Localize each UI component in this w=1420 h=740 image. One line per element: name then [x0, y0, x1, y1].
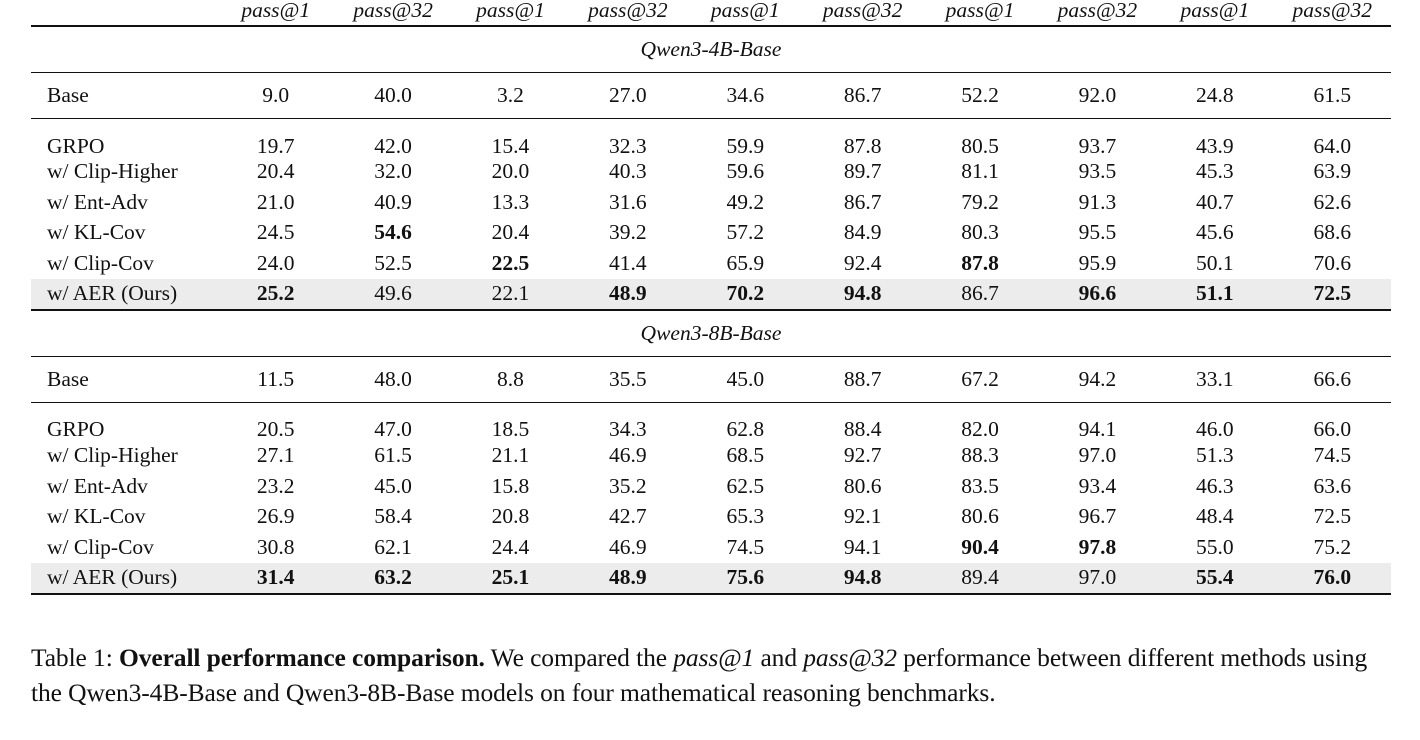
- value-cell: 88.7: [804, 356, 921, 402]
- method-name: Base: [31, 73, 217, 119]
- value-cell: 20.4: [491, 220, 530, 245]
- value-cell: 15.4: [452, 119, 569, 158]
- method-row: [31, 402, 1391, 441]
- column-header: pass@32: [1057, 0, 1138, 22]
- base-row: [31, 73, 1391, 119]
- value-cell: 48.4: [1196, 504, 1234, 529]
- value-cell: 87.8: [804, 119, 921, 158]
- value-cell: 63.6: [1313, 473, 1352, 498]
- value-cell: 32.3: [569, 119, 686, 158]
- value-cell: 62.1: [374, 534, 412, 559]
- value-cell: 51.1: [1156, 279, 1273, 310]
- column-header: pass@32: [588, 0, 668, 22]
- value-cell: 58.4: [374, 504, 412, 529]
- method-name: w/ Ent-Adv: [47, 473, 148, 498]
- value-cell: 84.9: [843, 220, 882, 245]
- value-cell: 24.0: [256, 250, 295, 275]
- section-title: Qwen3-8B-Base: [31, 310, 1391, 357]
- value-cell: 41.4: [609, 250, 647, 275]
- method-row: [31, 248, 1391, 278]
- column-header: pass@1: [710, 0, 780, 22]
- value-cell: 86.7: [843, 189, 882, 214]
- value-cell: 24.5: [256, 220, 295, 245]
- method-row: [31, 502, 1391, 532]
- method-name: GRPO: [31, 402, 217, 441]
- value-cell: 31.4: [217, 563, 334, 594]
- method-row: [31, 157, 1391, 187]
- method-row: [31, 279, 1391, 310]
- caption-text: and: [760, 643, 797, 672]
- value-cell: 93.7: [1039, 119, 1156, 158]
- value-cell: 80.5: [921, 119, 1038, 158]
- value-cell: 75.2: [1313, 534, 1352, 559]
- value-cell: 3.2: [452, 73, 569, 119]
- value-cell: 63.2: [334, 563, 451, 594]
- value-cell: 81.1: [961, 159, 999, 184]
- value-cell: 46.9: [609, 534, 647, 559]
- value-cell: 72.5: [1274, 279, 1391, 310]
- value-cell: 93.5: [1078, 159, 1117, 184]
- value-cell: 11.5: [217, 356, 334, 402]
- value-cell: 20.4: [256, 159, 295, 184]
- column-header: pass@32: [353, 0, 433, 22]
- value-cell: 94.8: [804, 279, 921, 310]
- results-table: [31, 0, 1391, 595]
- caption-label: Table 1:: [31, 643, 113, 672]
- method-name: w/ Ent-Adv: [47, 189, 148, 214]
- value-cell: 65.9: [726, 250, 765, 275]
- value-cell: 54.6: [374, 220, 412, 245]
- value-cell: 8.8: [452, 356, 569, 402]
- method-row: [31, 441, 1391, 471]
- value-cell: 42.0: [334, 119, 451, 158]
- value-cell: 39.2: [609, 220, 647, 245]
- method-name: w/ KL-Cov: [47, 220, 146, 245]
- value-cell: 31.6: [609, 189, 647, 214]
- value-cell: 72.5: [1313, 504, 1352, 529]
- value-cell: 55.4: [1156, 563, 1273, 594]
- section-title-row: [31, 310, 1391, 357]
- method-name: w/ AER (Ours): [31, 563, 217, 594]
- method-name: w/ Clip-Cov: [47, 534, 154, 559]
- value-cell: 92.4: [843, 250, 882, 275]
- value-cell: 15.8: [491, 473, 530, 498]
- value-cell: 40.0: [334, 73, 451, 119]
- value-cell: 67.2: [921, 356, 1038, 402]
- method-row: [31, 563, 1391, 594]
- value-cell: 51.3: [1196, 443, 1234, 468]
- value-cell: 88.3: [961, 443, 999, 468]
- value-cell: 62.8: [687, 402, 804, 441]
- value-cell: 50.1: [1196, 250, 1234, 275]
- value-cell: 86.7: [921, 279, 1038, 310]
- value-cell: 48.9: [569, 279, 686, 310]
- value-cell: 61.5: [1274, 73, 1391, 119]
- value-cell: 80.6: [843, 473, 882, 498]
- value-cell: 21.0: [256, 189, 295, 214]
- value-cell: 23.2: [256, 473, 295, 498]
- value-cell: 20.5: [217, 402, 334, 441]
- value-cell: 96.7: [1078, 504, 1117, 529]
- value-cell: 24.4: [491, 534, 530, 559]
- value-cell: 40.9: [374, 189, 412, 214]
- value-cell: 35.5: [569, 356, 686, 402]
- value-cell: 25.1: [452, 563, 569, 594]
- section-title: Qwen3-4B-Base: [31, 26, 1391, 73]
- value-cell: 62.5: [726, 473, 765, 498]
- value-cell: 79.2: [961, 189, 999, 214]
- value-cell: 93.4: [1078, 473, 1117, 498]
- value-cell: 91.3: [1078, 189, 1117, 214]
- value-cell: 95.9: [1078, 250, 1117, 275]
- caption-text: We compared the: [490, 643, 667, 672]
- value-cell: 80.3: [961, 220, 999, 245]
- value-cell: 92.0: [1039, 73, 1156, 119]
- table-caption: [31, 640, 1396, 710]
- column-header: pass@1: [945, 0, 1015, 22]
- value-cell: 18.5: [452, 402, 569, 441]
- method-name: Base: [31, 356, 217, 402]
- method-row: [31, 187, 1391, 217]
- value-cell: 82.0: [921, 402, 1038, 441]
- value-cell: 57.2: [726, 220, 765, 245]
- value-cell: 20.0: [491, 159, 530, 184]
- caption-term-pass32: pass@32: [803, 643, 897, 672]
- value-cell: 94.8: [804, 563, 921, 594]
- value-cell: 97.8: [1078, 534, 1117, 559]
- value-cell: 94.1: [1039, 402, 1156, 441]
- value-cell: 34.3: [569, 402, 686, 441]
- caption-term-pass1: pass@1: [673, 643, 755, 672]
- value-cell: 64.0: [1274, 119, 1391, 158]
- value-cell: 97.0: [1039, 563, 1156, 594]
- value-cell: 96.6: [1039, 279, 1156, 310]
- value-cell: 33.1: [1156, 356, 1273, 402]
- section-title-row: [31, 26, 1391, 73]
- column-header: pass@1: [1180, 0, 1250, 22]
- value-cell: 27.0: [569, 73, 686, 119]
- value-cell: 25.2: [217, 279, 334, 310]
- value-cell: 97.0: [1078, 443, 1117, 468]
- value-cell: 59.6: [726, 159, 765, 184]
- column-header: pass@32: [1292, 0, 1373, 22]
- value-cell: 9.0: [217, 73, 334, 119]
- value-cell: 40.3: [609, 159, 647, 184]
- value-cell: 75.6: [687, 563, 804, 594]
- value-cell: 49.6: [334, 279, 451, 310]
- method-name: w/ Clip-Higher: [47, 159, 178, 184]
- value-cell: 46.3: [1196, 473, 1234, 498]
- column-header: pass@1: [476, 0, 545, 22]
- value-cell: 62.6: [1313, 189, 1352, 214]
- method-name: GRPO: [31, 119, 217, 158]
- value-cell: 27.1: [256, 443, 295, 468]
- value-cell: 13.3: [491, 189, 530, 214]
- value-cell: 94.2: [1039, 356, 1156, 402]
- caption-lead: Overall performance comparison.: [118, 643, 485, 672]
- value-cell: 22.5: [491, 250, 530, 275]
- value-cell: 26.9: [256, 504, 295, 529]
- value-cell: 92.7: [843, 443, 882, 468]
- value-cell: 32.0: [374, 159, 412, 184]
- value-cell: 43.9: [1156, 119, 1273, 158]
- value-cell: 19.7: [217, 119, 334, 158]
- value-cell: 86.7: [804, 73, 921, 119]
- value-cell: 45.0: [687, 356, 804, 402]
- value-cell: 89.7: [843, 159, 882, 184]
- value-cell: 35.2: [609, 473, 647, 498]
- method-name: w/ Clip-Higher: [47, 443, 178, 468]
- column-header: pass@32: [822, 0, 903, 22]
- value-cell: 46.0: [1156, 402, 1273, 441]
- value-cell: 94.1: [843, 534, 882, 559]
- value-cell: 83.5: [961, 473, 999, 498]
- table-body: [31, 0, 1391, 594]
- value-cell: 74.5: [726, 534, 765, 559]
- value-cell: 48.9: [569, 563, 686, 594]
- value-cell: 22.1: [452, 279, 569, 310]
- method-row: [31, 532, 1391, 562]
- value-cell: 21.1: [491, 443, 530, 468]
- value-cell: 76.0: [1274, 563, 1391, 594]
- value-cell: 42.7: [609, 504, 647, 529]
- value-cell: 74.5: [1313, 443, 1352, 468]
- value-cell: 24.8: [1156, 73, 1273, 119]
- column-header: pass@1: [241, 0, 311, 22]
- value-cell: 92.1: [843, 504, 882, 529]
- value-cell: 59.9: [687, 119, 804, 158]
- base-row: [31, 356, 1391, 402]
- value-cell: 45.3: [1196, 159, 1234, 184]
- header-method-cell: [31, 0, 217, 26]
- header-row: [31, 0, 1391, 26]
- value-cell: 34.6: [687, 73, 804, 119]
- value-cell: 49.2: [726, 189, 765, 214]
- method-name: w/ Clip-Cov: [47, 250, 154, 275]
- method-row: [31, 119, 1391, 158]
- value-cell: 30.8: [256, 534, 295, 559]
- method-name: w/ KL-Cov: [47, 504, 146, 529]
- value-cell: 95.5: [1078, 220, 1117, 245]
- method-row: [31, 471, 1391, 501]
- value-cell: 46.9: [609, 443, 647, 468]
- value-cell: 66.6: [1274, 356, 1391, 402]
- value-cell: 68.6: [1313, 220, 1352, 245]
- value-cell: 61.5: [374, 443, 412, 468]
- value-cell: 70.2: [687, 279, 804, 310]
- value-cell: 63.9: [1313, 159, 1352, 184]
- value-cell: 45.0: [374, 473, 412, 498]
- value-cell: 68.5: [726, 443, 765, 468]
- method-name: w/ AER (Ours): [31, 279, 217, 310]
- value-cell: 90.4: [961, 534, 999, 559]
- caption-text: performance between different methods using the Qwen3-4B-Base and Qwen3-8B-Base models on four mathematical reasoning benchmarks.: [31, 643, 1368, 707]
- value-cell: 52.5: [374, 250, 412, 275]
- value-cell: 45.6: [1196, 220, 1234, 245]
- value-cell: 52.2: [921, 73, 1038, 119]
- value-cell: 48.0: [334, 356, 451, 402]
- value-cell: 87.8: [961, 250, 999, 275]
- value-cell: 66.0: [1274, 402, 1391, 441]
- value-cell: 88.4: [804, 402, 921, 441]
- value-cell: 70.6: [1313, 250, 1352, 275]
- value-cell: 47.0: [334, 402, 451, 441]
- value-cell: 80.6: [961, 504, 999, 529]
- value-cell: 20.8: [491, 504, 530, 529]
- value-cell: 40.7: [1196, 189, 1234, 214]
- value-cell: 89.4: [921, 563, 1038, 594]
- value-cell: 65.3: [726, 504, 765, 529]
- method-row: [31, 218, 1391, 248]
- value-cell: 55.0: [1196, 534, 1234, 559]
